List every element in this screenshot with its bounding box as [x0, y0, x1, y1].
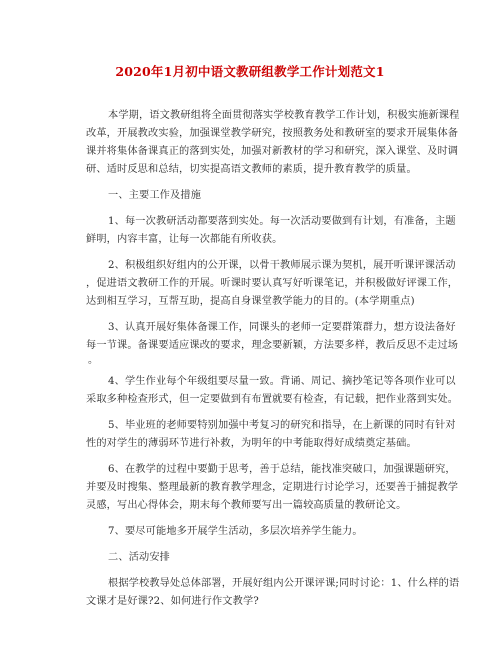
paragraph-line: 文课才是好课?2、如何进行作文教学? [86, 596, 259, 607]
list-item-line: 3、认真开展好集体备课工作，同课头的老师一定要群策群力，想方设法备好 [108, 322, 456, 333]
list-item-line: 7、要尽可能地多开展学生活动，多层次培养学生能力。 [108, 526, 363, 537]
section-heading: 二、活动安排 [108, 552, 171, 563]
document-body [86, 107, 460, 611]
document-title: 2020年1月初中语文教研组教学工作计划范文1 [115, 64, 385, 79]
list-item-line: 灵感，写出心得体会，期末每个教师要写出一篇较高质量的教研论文。 [86, 500, 407, 511]
list-item-line: 1、每一次教研活动都要落到实处。每一次活动要做到有计划，有准备，主题 [108, 216, 456, 227]
list-item-line: 。 [88, 355, 99, 366]
paragraph-line: 改革，开展教改实验，加强课堂教学研究，按照教务处和教研室的要求开展集体备 [86, 128, 459, 139]
list-item-line: 采取多种检查形式，但一定要做到有布置就要有检查，有记载，把作业落到实处。 [86, 394, 459, 405]
paragraph-line: 本学期，语文教研组将全面贯彻落实学校教育教学工作计划，积极实施新课程 [108, 110, 460, 121]
list-item-line: ，促进语文教研工作的开展。听课时要认真写好听课笔记，并积极做好评课工作， [86, 278, 459, 289]
list-item-line: 2、积极组织好组内的公开课，以骨干教师展示课为契机，展开听课评课活动 [108, 260, 456, 271]
paragraph-line: 课并将集体备课真正的落到实处，加强对新教材的学习和研究，深入课堂、及时调 [86, 146, 459, 157]
list-item-line: 性的对学生的薄弱环节进行补救，为明年的中考能取得好成绩奠定基础。 [86, 438, 417, 449]
paragraph-line: 根据学校教导处总体部署，开展好组内公开课评课;同时讨论：1、什么样的语 [108, 578, 460, 589]
list-item-line: 4、学生作业每个年级组要尽量一致。背诵、周记、摘抄笔记等各项作业可以 [108, 376, 456, 387]
list-item-line: 并要及时搜集、整理最新的教育教学理念，定期进行讨论学习，还要善于捕捉教学 [86, 482, 459, 493]
list-item-line: 6、在教学的过程中要勤于思考，善于总结，能找准突破口，加强课题研究， [108, 464, 456, 475]
list-item-line: 每一节课。备课要适应课改的要求，理念要新颖，方法要多样，教后反思不走过场 [86, 340, 459, 351]
paragraph-line: 研、适时反思和总结，切实提高语文教师的素质，提升教育教学的质量。 [86, 164, 417, 175]
section-heading: 一、主要工作及措施 [108, 190, 202, 201]
list-item-line: 5、毕业班的老师要特别加强中考复习的研究和指导，在上新课的同时有针对 [108, 420, 456, 431]
list-item-line: 达到相互学习，互帮互助，提高自身课堂教学能力的目的。(本学期重点) [86, 296, 415, 307]
list-item-line: 鲜明，内容丰富，让每一次都能有所收获。 [86, 234, 283, 245]
